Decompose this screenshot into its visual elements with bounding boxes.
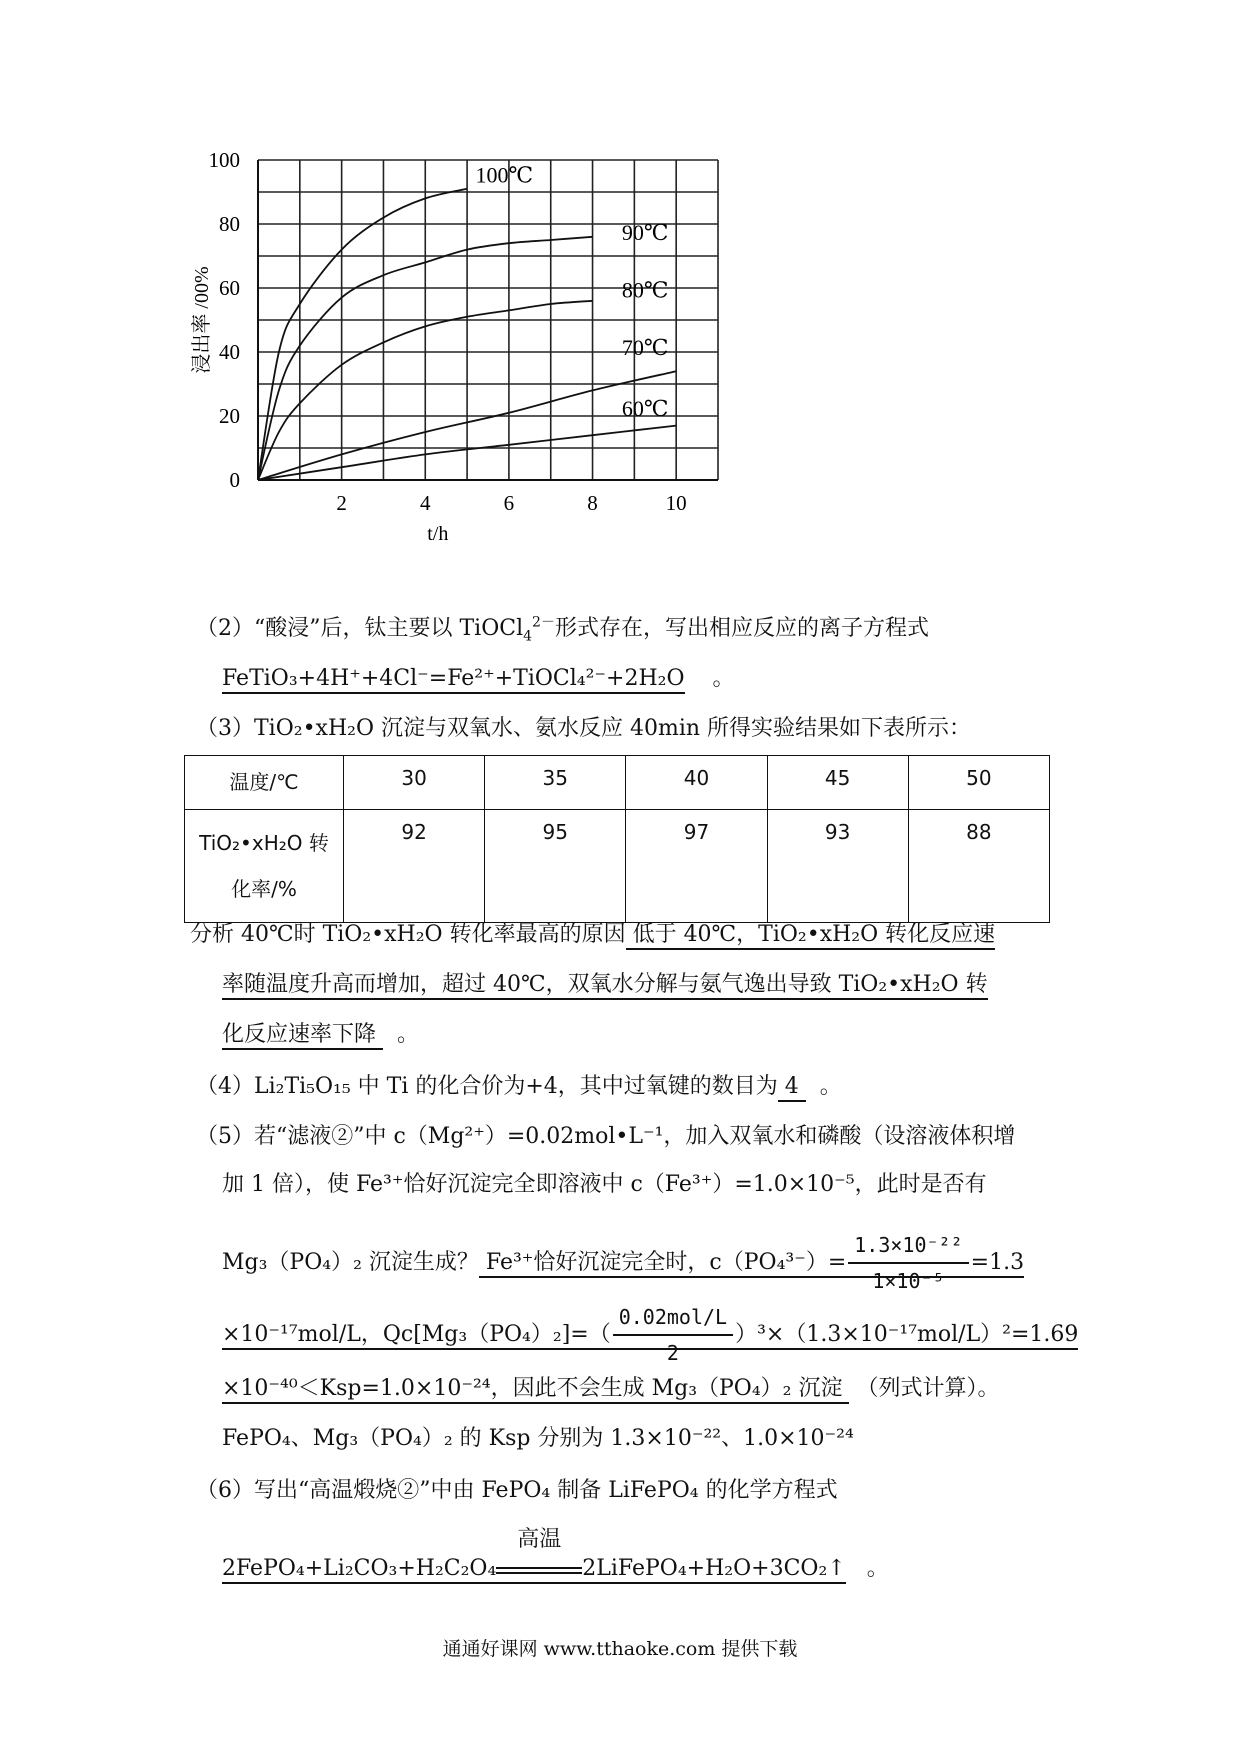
chart-grid — [258, 160, 718, 480]
q2-answer: FeTiO₃+4H⁺+4Cl⁻=Fe²⁺+TiOCl₄²⁻+2H₂O — [222, 666, 685, 694]
y-tick-label: 60 — [219, 276, 240, 300]
q5-line-4: ×10⁻¹⁷mol/L，Qc[Mg₃（PO₄）₂]=（ $\frac{\text{0.02mol/L}}{2}$ ）³×（1.3×10⁻¹⁷mol/L）²=1.69 — [222, 1300, 1078, 1370]
table-cell: 95 — [485, 810, 626, 923]
series-label: 90℃ — [621, 220, 669, 245]
q3-analysis-3: 化反应速率下降 。 — [222, 1018, 419, 1052]
q3-analysis-1: 分析 40℃时 TiO₂•xH₂O 转化率最高的原因 低于 40℃，TiO₂•xH₂O 转化反应速 — [190, 918, 995, 952]
x-tick-label: 6 — [503, 491, 515, 515]
series-label: 80℃ — [621, 277, 669, 303]
table-cell: 88 — [908, 810, 1049, 923]
y-tick-label: 100 — [208, 150, 240, 172]
q4-answer: 4 — [778, 1074, 806, 1102]
y-tick-label: 0 — [229, 468, 240, 492]
table-cell: 97 — [626, 810, 767, 923]
series-label: 70℃ — [621, 335, 669, 361]
q6-answer-line: 2FePO₄+Li₂CO₃+H₂C₂O₄ 高温 2LiFePO₄+H₂O+3CO₂↑ 。 — [222, 1552, 889, 1587]
table-header-rate: TiO₂•xH₂O 转 化率/% — [185, 810, 344, 923]
table-cell: 45 — [767, 756, 908, 810]
chart-labels — [190, 150, 687, 545]
q5-line-6: FePO₄、Mg₃（PO₄）₂ 的 Ksp 分别为 1.3×10⁻²²、1.0×10⁻²⁴ — [222, 1426, 854, 1451]
series-line — [258, 189, 467, 480]
table-cell: 92 — [344, 810, 485, 923]
conversion-table — [184, 755, 1050, 923]
q3-analysis-2: 率随温度升高而增加，超过 40℃，双氧水分解与氨气逸出导致 TiO₂•xH₂O 转 — [222, 968, 988, 1002]
q5-line-3: Mg₃（PO₄）₂ 沉淀生成？ Fe³⁺恰好沉淀完全时，c（PO₄³⁻）= $\frac{\text{1.3×10⁻²²}}{\text{1×10⁻⁵}}$ =1.3 — [222, 1228, 1024, 1298]
y-tick-label: 40 — [219, 340, 240, 364]
x-tick-label: 10 — [665, 491, 687, 515]
reaction-condition: 高温 — [496, 1553, 582, 1587]
table-cell: 35 — [485, 756, 626, 810]
fraction-1: $\frac{\text{1.3×10⁻²²}}{\text{1×10⁻⁵}}$ — [848, 1228, 968, 1298]
fraction-2: $\frac{\text{0.02mol/L}}{2}$ — [613, 1300, 733, 1370]
table-header-temp: 温度/℃ — [185, 756, 344, 810]
q4-question: （4）Li₂Ti₅O₁₅ 中 Ti 的化合价为+4，其中过氧键的数目为 4 。 — [196, 1070, 842, 1104]
table-cell: 30 — [344, 756, 485, 810]
table-cell: 40 — [626, 756, 767, 810]
q5-line-2: 加 1 倍），使 Fe³⁺恰好沉淀完全即溶液中 c（Fe³⁺）=1.0×10⁻⁵，此时是否有 — [222, 1172, 987, 1197]
footer: 通通好课网 www.tthaoke.com 提供下载 — [442, 1638, 798, 1660]
q5-line-1: （5）若“滤液②”中 c（Mg²⁺）=0.02mol•L⁻¹，加入双氧水和磷酸（设溶液体积增 — [196, 1124, 1016, 1149]
y-tick-label: 80 — [219, 212, 240, 236]
series-label: 100℃ — [475, 162, 534, 188]
x-tick-label: 8 — [587, 491, 598, 515]
y-axis-label: 浸出率 /00% — [191, 266, 213, 374]
q5-line-5: ×10⁻⁴⁰＜Ksp=1.0×10⁻²⁴，因此不会生成 Mg₃（PO₄）₂ 沉淀 （列式计算）。 — [222, 1372, 1000, 1406]
y-tick-label: 20 — [219, 404, 240, 428]
x-tick-label: 4 — [420, 491, 431, 515]
q3-intro: （3）TiO₂•xH₂O 沉淀与双氧水、氨水反应 40min 所得实验结果如下表所示： — [196, 716, 972, 741]
series-label: 60℃ — [621, 396, 669, 421]
q6-question: （6）写出“高温煅烧②”中由 FePO₄ 制备 LiFePO₄ 的化学方程式 — [196, 1478, 838, 1503]
table-cell: 93 — [767, 810, 908, 923]
q2-answer-line: FeTiO₃+4H⁺+4Cl⁻=Fe²⁺+TiOCl₄²⁻+2H₂O 。 — [222, 662, 735, 696]
q2-question: （2）“酸浸”后，钛主要以 TiOCl$_4^{2-}$形式存在，写出相应反应的离子方程式 — [196, 614, 929, 645]
leaching-rate-chart — [190, 150, 750, 610]
x-tick-label: 2 — [336, 491, 347, 515]
x-axis-label: t/h — [427, 523, 449, 545]
table-cell: 50 — [908, 756, 1049, 810]
